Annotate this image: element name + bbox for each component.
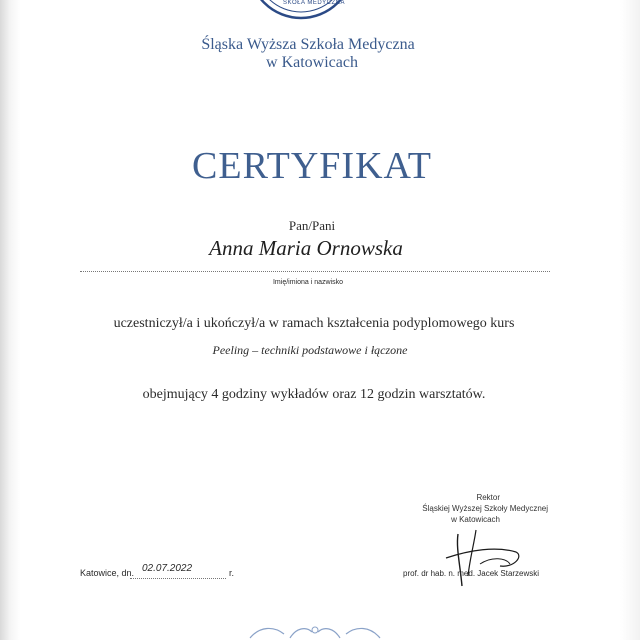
name-dotted-line — [80, 271, 550, 272]
decorative-ornament-icon — [240, 620, 390, 640]
certificate-title: CERTYFIKAT — [192, 145, 432, 187]
school-city: w Katowicach — [266, 54, 358, 71]
signatory-city: w Katowicach — [451, 515, 500, 524]
course-title: Peeling – techniki podstawowe i łączone — [212, 343, 408, 357]
course-hours: obejmujący 4 godziny wykładów oraz 12 godzin warsztatów. — [142, 387, 486, 402]
signatory-institution: Śląskiej Wyższej Szkoły Medycznej — [422, 504, 548, 513]
handwritten-signature-icon — [440, 528, 530, 588]
date-prefix: Katowice, dn. — [80, 568, 135, 578]
recipient-name: Anna Maria Ornowska — [209, 236, 403, 260]
name-caption: Imię/imiona i nazwisko — [272, 279, 344, 286]
date-suffix: r. — [229, 568, 235, 578]
date-dotted-line — [130, 578, 226, 579]
school-name: Śląska Wyższa Szkoła Medyczna — [201, 36, 415, 53]
signatory-block — [358, 492, 548, 525]
signatory-role: Rektor — [476, 493, 500, 502]
signatory-name: prof. dr hab. n. med. Jacek Starzewski — [403, 569, 540, 578]
issue-date: 02.07.2022 — [142, 563, 193, 574]
completion-statement: uczestniczył/a i ukończył/a w ramach kształcenia podyplomowego kurs — [113, 316, 515, 331]
salutation: Pan/Pani — [288, 218, 336, 233]
seal-text: SKOŁA MEDYCZNA — [283, 0, 346, 6]
